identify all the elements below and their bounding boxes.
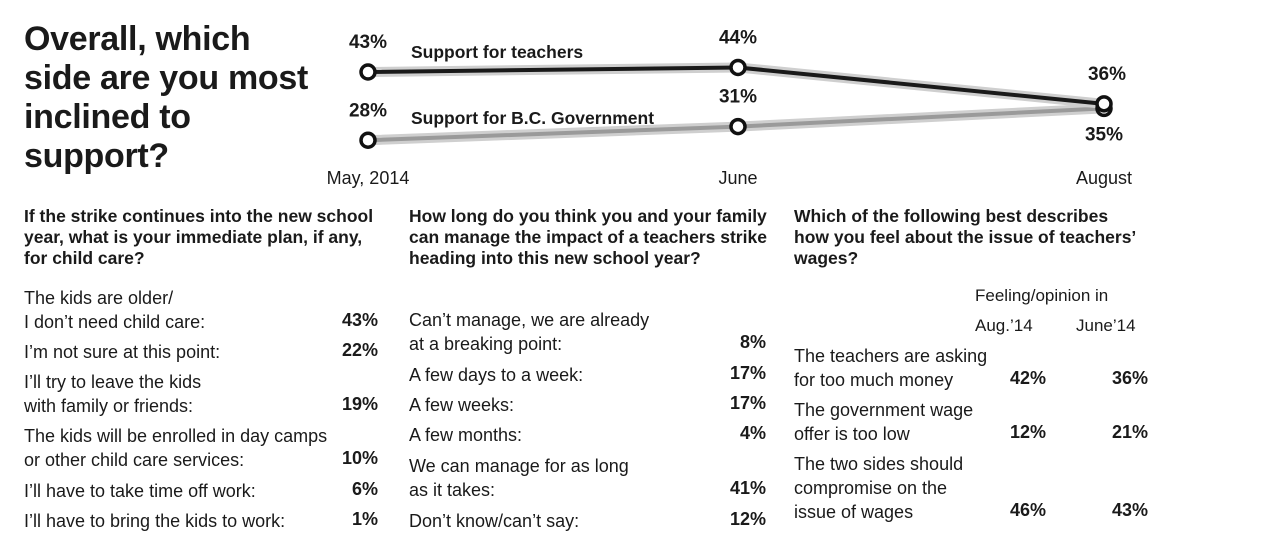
manage-item-5-line-2: as it takes: xyxy=(409,480,496,500)
childcare-item-1-line-1: The kids are older/ xyxy=(24,288,174,308)
wages-item-1-june: 36% xyxy=(1111,368,1148,388)
childcare-item-2-line-1: I’m not sure at this point: xyxy=(24,342,221,362)
x-tick-label-1: May, 2014 xyxy=(326,168,410,188)
wages-item-2-aug: 12% xyxy=(1009,422,1046,442)
wages-col-aug-header: Aug.’14 xyxy=(975,316,1033,335)
wages-item-3-june: 43% xyxy=(1111,500,1148,520)
series-2-data-label-1: 28% xyxy=(348,100,388,122)
childcare-item-1-line-2: I don’t need child care: xyxy=(24,312,206,332)
wages-item-1-aug: 42% xyxy=(1009,368,1046,388)
childcare-item-4-line-2: or other child care services: xyxy=(24,450,245,470)
childcare-item-3-line-1: I’ll try to leave the kids xyxy=(24,372,202,392)
page-title: Overall, which side are you most inclined to support? xyxy=(24,20,308,175)
childcare-item-6-pct: 1% xyxy=(351,509,378,529)
support-line-chart xyxy=(0,0,1280,200)
series-2-data-label-2: 31% xyxy=(718,86,758,108)
wages-question: Which of the following best describes how you feel about the issue of teachers’ wages? xyxy=(794,206,1136,268)
childcare-item-3-pct: 19% xyxy=(341,394,378,414)
wages-item-1-line-2: for too much money xyxy=(794,370,954,390)
wages-item-3-line-3: issue of wages xyxy=(794,502,914,522)
wages-item-3-aug: 46% xyxy=(1009,500,1046,520)
series-1-data-label-1: 43% xyxy=(348,32,388,53)
childcare-item-4-pct: 10% xyxy=(341,448,378,468)
childcare-item-5-pct: 6% xyxy=(351,479,378,499)
wages-item-2-june: 21% xyxy=(1111,422,1148,442)
childcare-item-2-pct: 22% xyxy=(341,340,378,360)
manage-item-6-pct: 12% xyxy=(729,509,766,529)
childcare-item-1-pct: 43% xyxy=(341,310,378,330)
wages-item-3-line-1: The two sides should xyxy=(794,454,964,474)
manage-item-4-pct: 4% xyxy=(739,423,766,443)
manage-item-2-pct: 17% xyxy=(729,363,766,383)
x-tick-label-3: August xyxy=(1075,168,1133,188)
manage-item-6-line-1: Don’t know/can’t say: xyxy=(409,511,580,531)
x-tick-label-2: June xyxy=(718,168,758,188)
series-2-point-2 xyxy=(731,120,745,134)
manage-item-5-pct: 41% xyxy=(729,478,766,498)
wages-subhead: Feeling/opinion in xyxy=(975,286,1109,305)
wages-item-1-line-1: The teachers are asking xyxy=(794,346,988,366)
childcare-item-6-line-1: I’ll have to bring the kids to work: xyxy=(24,511,286,531)
series-2-data-label-3: 35% xyxy=(1084,124,1124,146)
wages-col-june-header: June’14 xyxy=(1076,316,1136,335)
childcare-item-4-line-1: The kids will be enrolled in day camps xyxy=(24,426,328,446)
series-1-point-3 xyxy=(1097,97,1111,111)
childcare-item-3-line-2: with family or friends: xyxy=(24,396,194,416)
wages-item-2-line-2: offer is too low xyxy=(794,424,910,444)
manage-item-1-line-2: at a breaking point: xyxy=(409,334,563,354)
manage-item-3-pct: 17% xyxy=(729,393,766,413)
series-1-data-label-3: 36% xyxy=(1087,63,1127,85)
manage-question: How long do you think you and your family can manage the impact of a teachers strike heading into this new school year? xyxy=(409,206,767,268)
manage-item-1-line-1: Can’t manage, we are already xyxy=(409,310,650,330)
series-1-point-2 xyxy=(731,60,745,74)
series-1-point-1 xyxy=(361,65,375,79)
manage-item-2-line-1: A few days to a week: xyxy=(409,365,584,385)
wages-item-3-line-2: compromise on the xyxy=(794,478,948,498)
wages-item-2-line-1: The government wage xyxy=(794,400,974,420)
manage-item-4-line-1: A few months: xyxy=(409,425,523,445)
childcare-item-5-line-1: I’ll have to take time off work: xyxy=(24,481,256,501)
manage-item-3-line-1: A few weeks: xyxy=(409,395,515,415)
series-1-name-label: Support for teachers xyxy=(411,42,584,62)
manage-item-1-pct: 8% xyxy=(739,332,766,352)
childcare-question: If the strike continues into the new school year, what is your immediate plan, if any, for child care? xyxy=(24,206,374,268)
series-2-point-1 xyxy=(361,133,375,147)
series-1-data-label-2: 44% xyxy=(718,27,758,49)
series-2-name-label: Support for B.C. Government xyxy=(411,108,655,128)
manage-item-5-line-1: We can manage for as long xyxy=(409,456,629,476)
